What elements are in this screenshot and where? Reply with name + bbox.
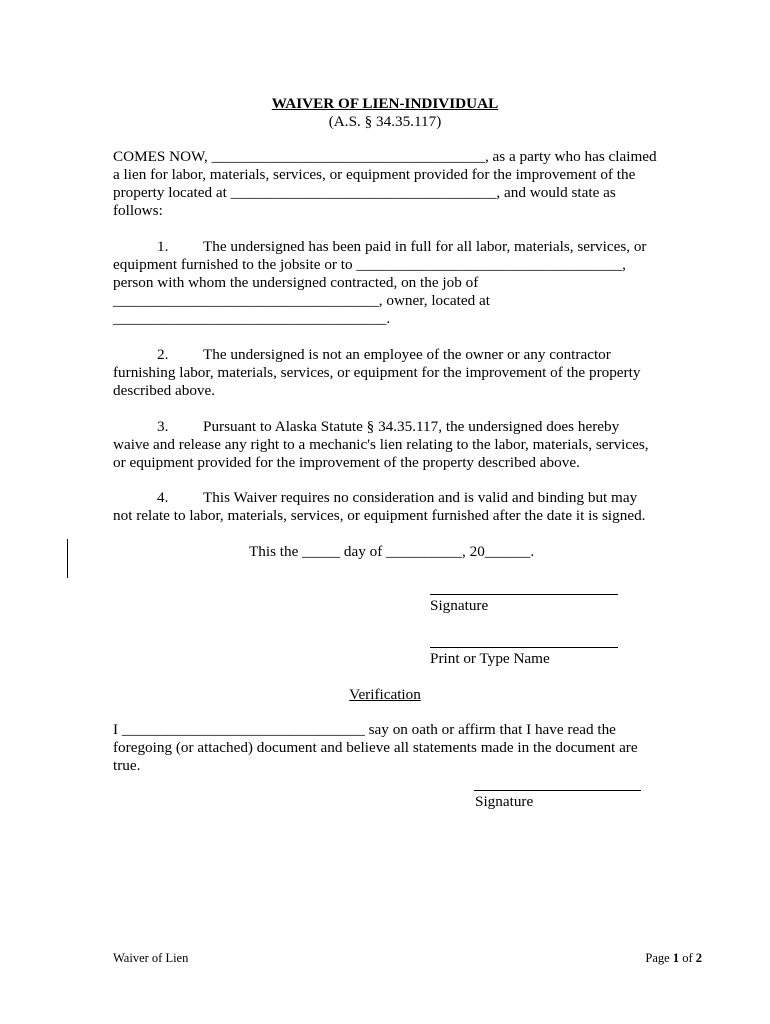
print-name-label: Print or Type Name [430,650,550,667]
paragraph-4-first-line [113,489,637,507]
paragraph-number: 3. [157,418,169,435]
footer-title: Waiver of Lien [113,951,189,965]
paragraph-line: furnishing labor, materials, services, or equipment for the improvement of the property [113,364,641,381]
paragraph-2-first-line [113,346,611,364]
intro-line: follows: [113,202,163,219]
verification-line: foregoing (or attached) document and believe all statements made in the document are [113,739,638,756]
paragraph-line: ____________________________________. [113,310,391,327]
intro-line: a lien for labor, materials, services, or equipment provided for the improvement of the [113,166,636,183]
date-line: This the _____ day of __________, 20______. [249,543,535,560]
verification-heading: Verification [349,686,421,703]
paragraph-text: The undersigned has been paid in full for all labor, materials, services, or [203,238,647,255]
verification-signature-label: Signature [475,793,534,810]
page-of: of [682,951,693,965]
paragraph-number: 1. [157,238,169,255]
paragraph-text: Pursuant to Alaska Statute § 34.35.117, the undersigned does hereby [203,418,620,435]
page-word: Page [645,951,670,965]
page-total: 2 [695,951,702,965]
page-number [645,949,702,967]
paragraph-line: or equipment provided for the improvement of the property described above. [113,454,580,471]
paragraph-3-first-line [113,418,619,436]
paragraph-1-first-line [113,238,646,256]
paragraph-line: described above. [113,382,216,399]
paragraph-line: person with whom the undersigned contracted, on the job of [113,274,479,291]
verification-line: I ________________________________ say on oath or affirm that I have read the [113,721,616,738]
margin-change-bar [67,539,68,578]
signature-label: Signature [430,597,489,614]
document-title: WAIVER OF LIEN-INDIVIDUAL [271,95,499,112]
verification-line: true. [113,757,141,774]
paragraph-text: The undersigned is not an employee of the owner or any contractor [203,346,611,363]
statute-citation: (A.S. § 34.35.117) [328,113,442,130]
signature-line[interactable] [430,594,618,595]
paragraph-number: 2. [157,346,169,363]
paragraph-line: ___________________________________, owner, located at [113,292,490,309]
print-name-line[interactable] [430,647,618,648]
verification-signature-line[interactable] [474,790,641,791]
paragraph-line: waive and release any right to a mechanic's lien relating to the labor, materials, services, [113,436,649,453]
paragraph-number: 4. [157,489,169,506]
paragraph-text: This Waiver requires no consideration and is valid and binding but may [203,489,638,506]
paragraph-line: not relate to labor, materials, services, or equipment furnished after the date it is signed. [113,507,646,524]
intro-line: COMES NOW, ____________________________________, as a party who has claimed [113,148,657,165]
paragraph-line: equipment furnished to the jobsite or to ___________________________________, [113,256,626,273]
page-current: 1 [672,951,680,965]
intro-line: property located at ___________________________________, and would state as [113,184,616,201]
